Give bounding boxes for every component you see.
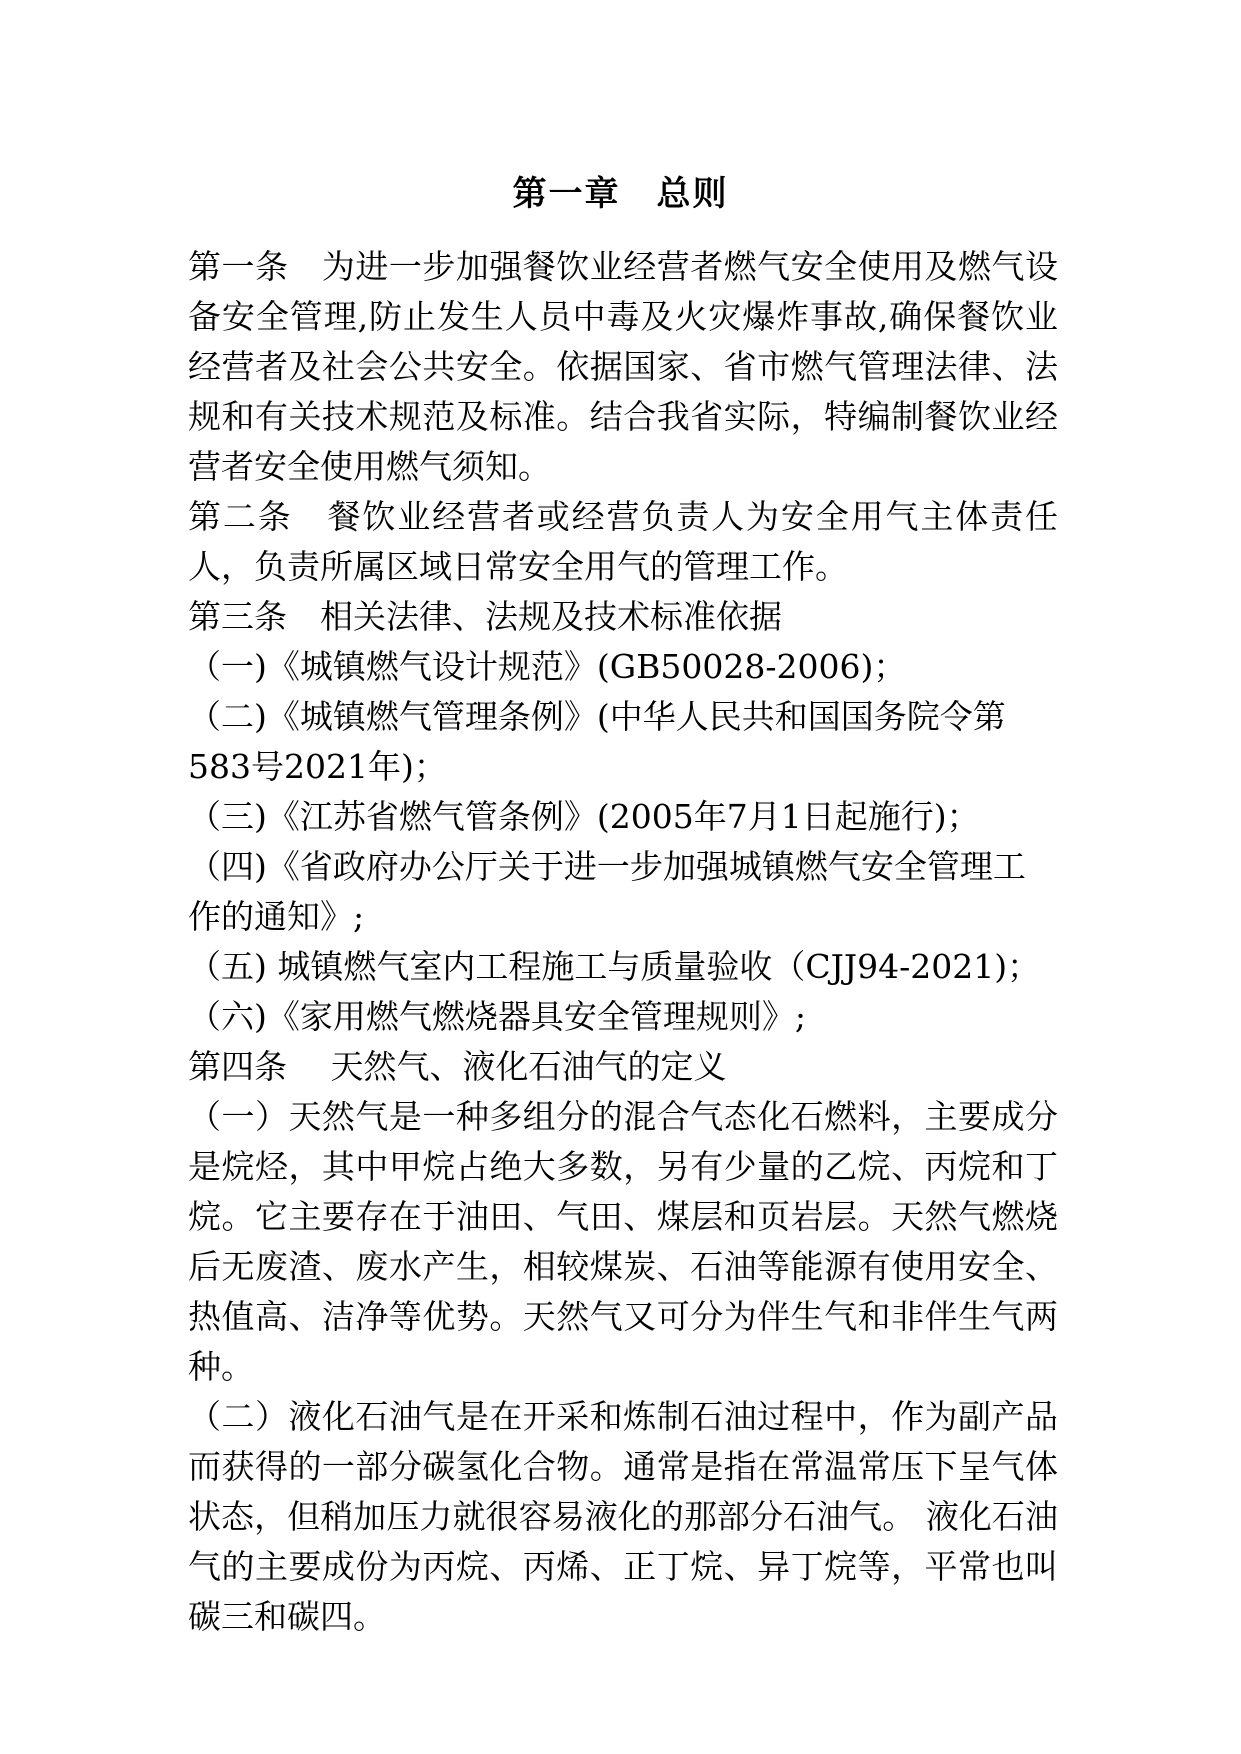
document-body xyxy=(188,242,1058,1642)
article-4-heading: 第四条 天然气、液化石油气的定义 xyxy=(188,1047,727,1086)
article-3-item-3: （三)《江苏省燃气管条例》(2005年7月1日起施行)； xyxy=(188,797,980,836)
article-1: 第一条 为进一步加强餐饮业经营者燃气安全使用及燃气设备安全管理,防止发生人员中毒及火灾爆炸事故,确保餐饮业经营者及社会公共安全。依据国家、省市燃气管理法律、法规和有关技术规范及标准。结合我省实际，特编制餐饮业经营者安全使用燃气须知。 xyxy=(188,247,1058,486)
article-4-item-2: （二）液化石油气是在开采和炼制石油过程中，作为副产品而获得的一部分碳氢化合物。通常是指在常温常压下呈气体状态，但稍加压力就很容易液化的那部分石油气。 液化石油气的主要成份为丙烷、丙烯、正丁烷、异丁烷等，平常也叫碳三和碳四。 xyxy=(188,1397,1058,1636)
article-3-item-6: （六)《家用燃气燃烧器具安全管理规则》; xyxy=(188,997,806,1036)
article-3-item-2: （二)《城镇燃气管理条例》(中华人民共和国国务院令第583号2021年)； xyxy=(188,697,1006,786)
chapter-title: 第一章 总则 xyxy=(512,174,729,214)
article-2: 第二条 餐饮业经营者或经营负责人为安全用气主体责任人，负责所属区域日常安全用气的管理工作。 xyxy=(188,497,1058,586)
article-3-item-4: （四)《省政府办公厅关于进一步加强城镇燃气安全管理工作的通知》; xyxy=(188,847,1026,936)
article-3-heading: 第三条 相关法律、法规及技术标准依据 xyxy=(188,597,782,636)
article-4-item-1: （一）天然气是一种多组分的混合气态化石燃料，主要成分是烷烃，其中甲烷占绝大多数，另有少量的乙烷、丙烷和丁烷。它主要存在于油田、气田、煤层和页岩层。天然气燃烧后无废渣、废水产生，相较煤炭、石油等能源有使用安全、热值高、洁净等优势。天然气又可分为伴生气和非伴生气两种。 xyxy=(188,1097,1058,1386)
article-3-item-5: （五) 城镇燃气室内工程施工与质量验收（CJJ94-2021)； xyxy=(188,947,1041,986)
article-3-item-1: （一)《城镇燃气设计规范》(GB50028-2006)； xyxy=(188,647,907,686)
